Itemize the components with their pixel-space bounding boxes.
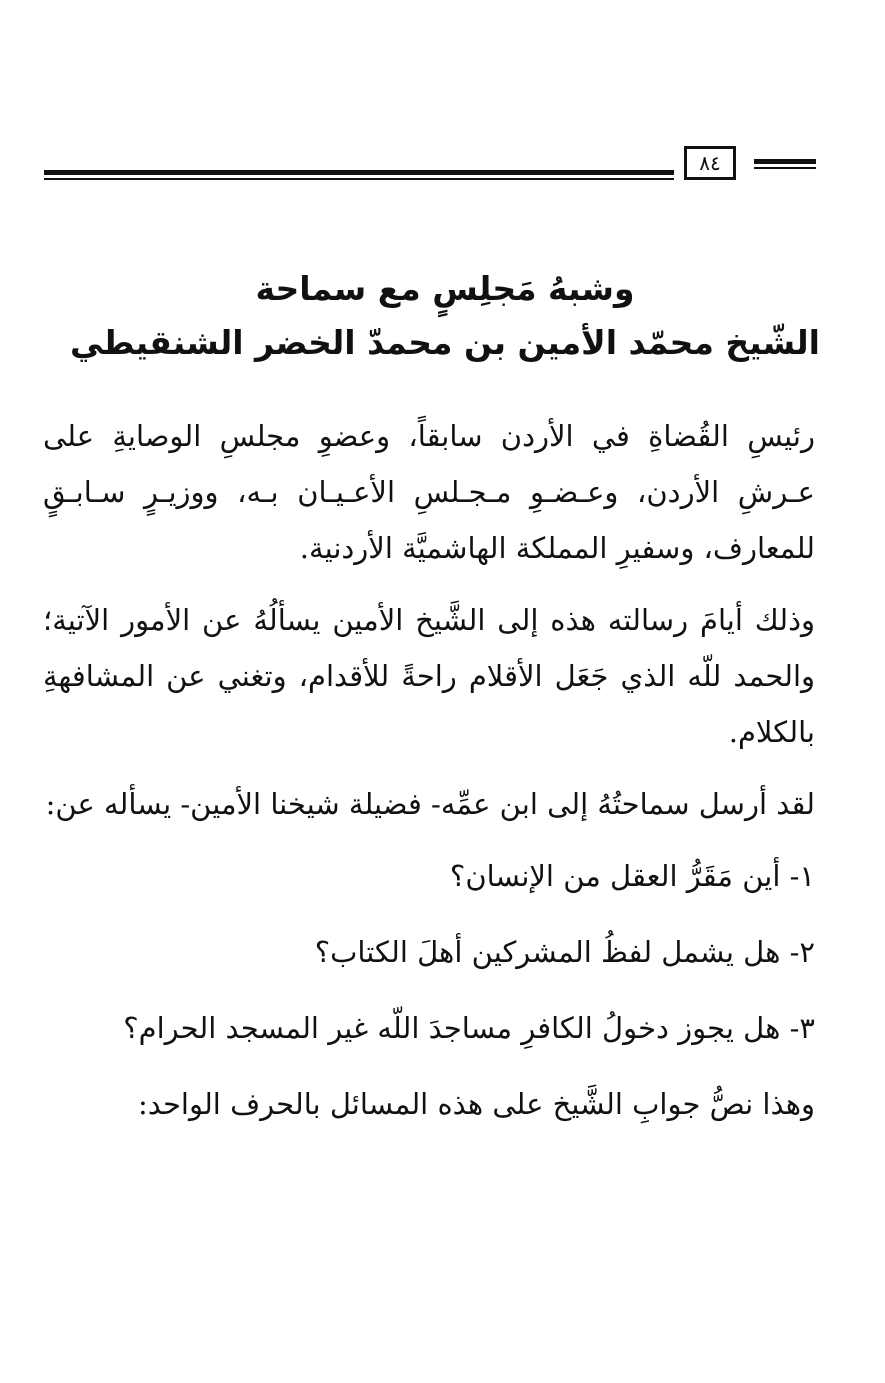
rule-thin (754, 167, 816, 169)
paragraph-answer-intro: وهذا نصُّ جوابِ الشَّيخ على هذه المسائل بالحرف الواحد: (138, 1087, 815, 1121)
title-line-2: الشّيخ محمّد الأمين بن محمدّ الخضر الشنقيطي (70, 323, 820, 362)
question-item-1: ١- أين مَقَرُّ العقل من الإنسان؟ (449, 859, 815, 893)
rule-thick (754, 159, 816, 164)
page-number: ٨٤ (684, 146, 736, 180)
paragraph-biography: رئيسِ القُضاةِ في الأردن سابقاً، وعضوِ مجلسِ الوصايةِ على عـرشِ الأردن، وعـضـوِ مـجـلسِ الأعـيـان بـه، ووزيـرٍ سـابـقٍ للمعارف، وسفيرِ المملكة الهاشميَّة الأردنية. (43, 419, 815, 565)
header-rule-right (754, 159, 816, 170)
paragraph-question-intro: لقد أرسل سماحتُهُ إلى ابن عمِّه- فضيلة شيخنا الأمين- يسأله عن: (45, 787, 815, 821)
title-line-1: وشبهُ مَجلِسٍ مع سماحة (255, 269, 635, 308)
page-header (44, 146, 816, 186)
question-item-3: ٣- هل يجوز دخولُ الكافرِ مساجدَ اللّه غير المسجد الحرام؟ (123, 1011, 815, 1045)
rule-thin (44, 178, 674, 180)
rule-thick (44, 170, 674, 175)
header-rule-left (44, 170, 674, 181)
paragraph-context: وذلك أيامَ رسالته هذه إلى الشَّيخ الأمين يسألُهُ عن الأمور الآتية؛ والحمد للّه الذي جَعَل الأقلام راحةً للأقدام، وتغني عن المشافهةِ بالكلام. (43, 603, 815, 749)
question-item-2: ٢- هل يشمل لفظُ المشركين أهلَ الكتاب؟ (314, 935, 815, 969)
body-text (43, 408, 815, 1148)
section-title (60, 262, 830, 370)
